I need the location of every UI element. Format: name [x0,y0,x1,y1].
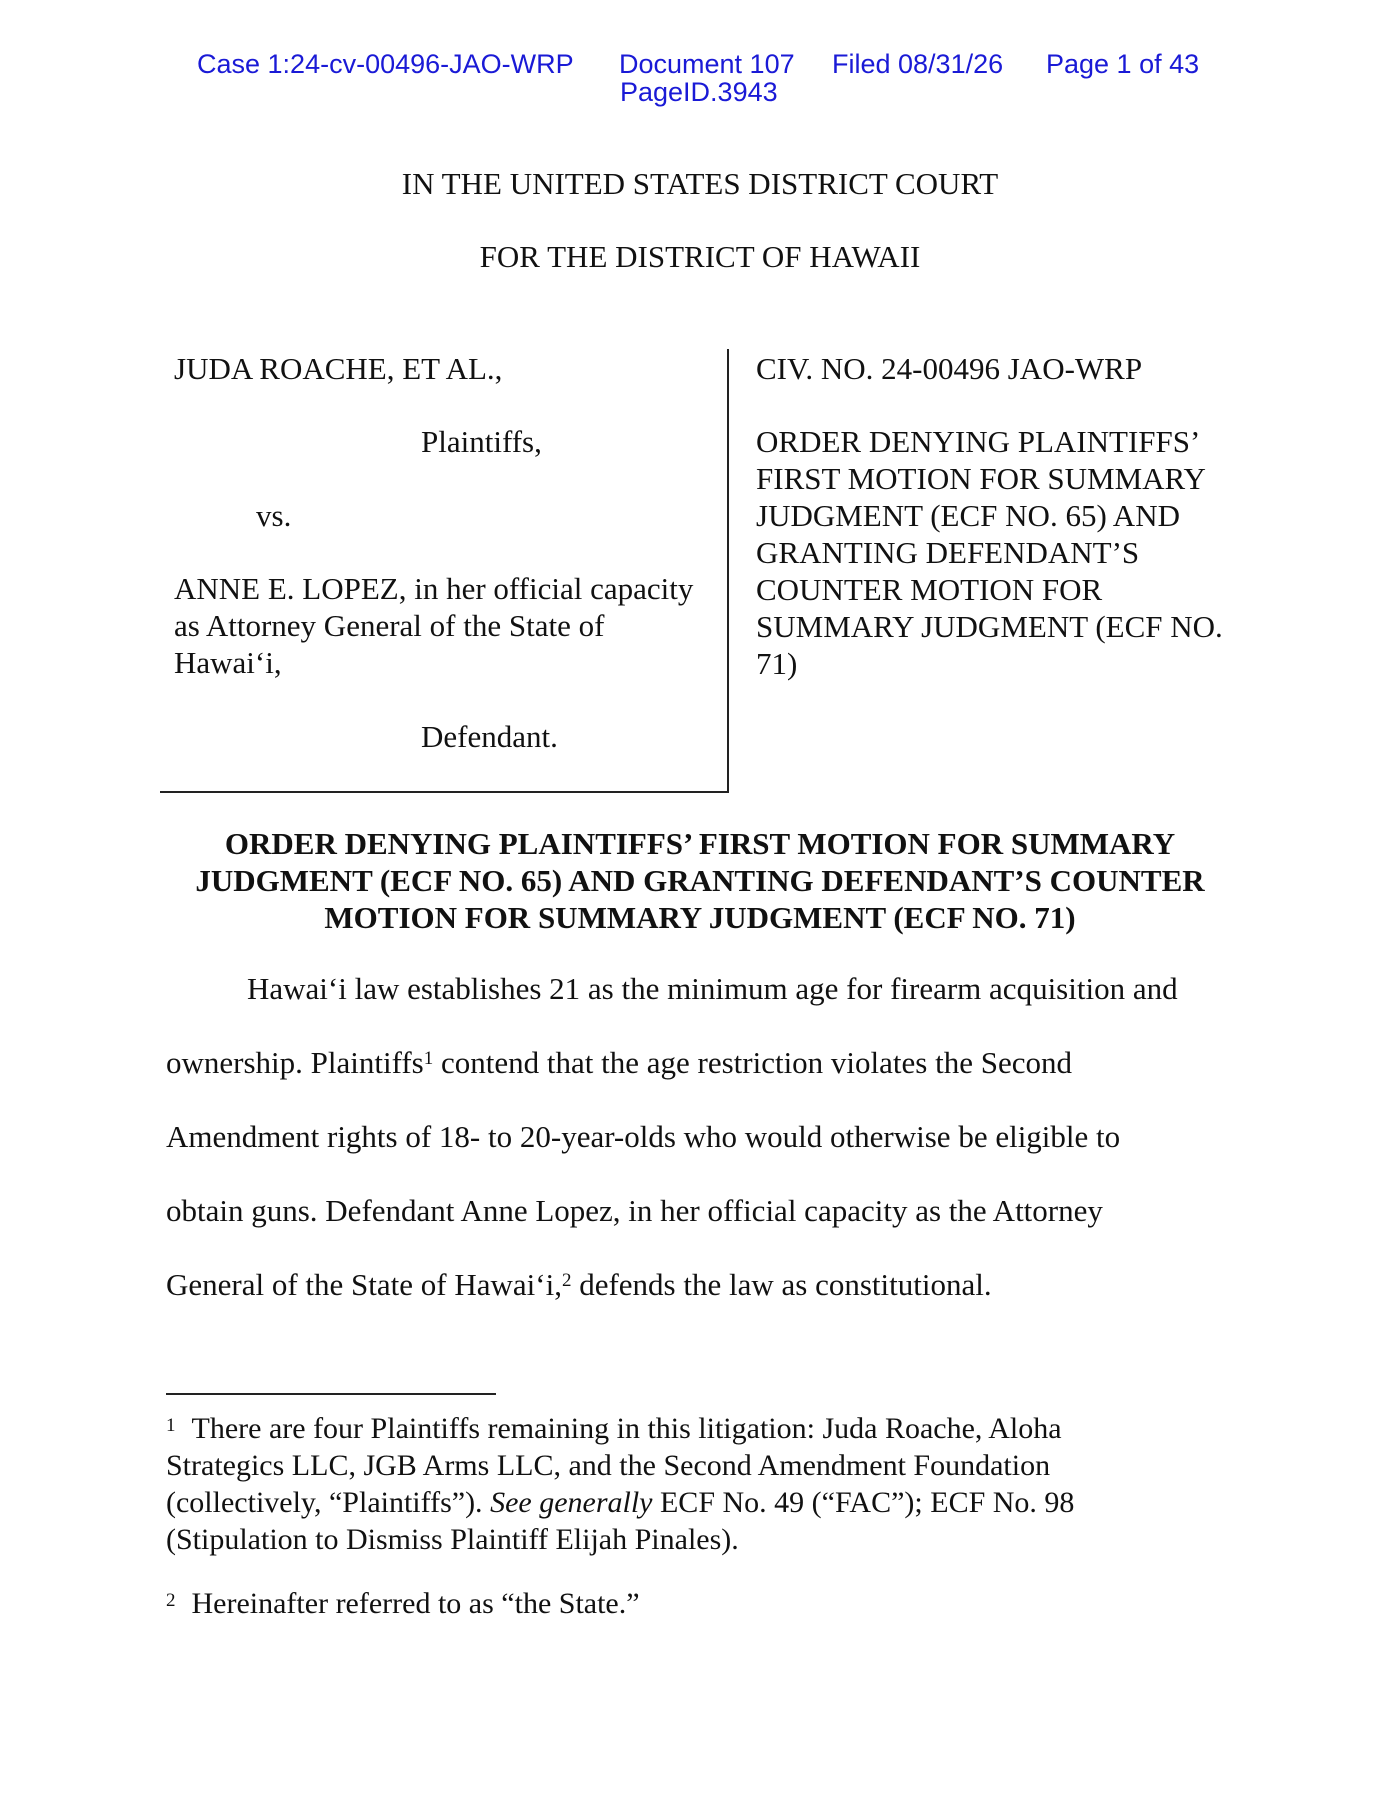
versus: vs. [256,498,292,533]
caption-title-line: ORDER DENYING PLAINTIFFS’ [756,424,1201,459]
caption-title-line: FIRST MOTION FOR SUMMARY [756,461,1206,496]
footnote-mark: 1 [166,1415,176,1436]
caption-title-line: SUMMARY JUDGMENT (ECF NO. [756,609,1223,644]
body-text: defends the law as constitutional. [571,1267,992,1302]
defendant-line: Hawai‘i, [174,645,282,680]
footnote-1-line: (Stipulation to Dismiss Plaintiff Elijah Pinales). [166,1523,739,1556]
footnote-text: ECF No. 49 (“FAC”); ECF No. 98 [652,1486,1075,1519]
plaintiffs-role: Plaintiffs, [421,424,542,459]
footnote-1-line [166,1484,1074,1521]
caption-horizontal-rule [160,791,729,793]
footnote-separator [166,1393,496,1395]
footnote-text: There are four Plaintiffs remaining in this litigation: Juda Roache, Aloha [191,1412,1062,1445]
order-title-line: ORDER DENYING PLAINTIFFS’ FIRST MOTION FOR SUMMARY [224,826,1176,861]
document-number: Document 107 [619,49,795,79]
court-district: FOR THE DISTRICT OF HAWAII [479,239,921,274]
order-title-line: JUDGMENT (ECF NO. 65) AND GRANTING DEFENDANT’S COUNTER [195,863,1205,898]
caption-title-line: GRANTING DEFENDANT’S [756,535,1140,570]
filed-date: Filed 08/31/26 [832,49,1004,79]
caption-title-line: 71) [756,646,798,681]
plaintiffs-name: JUDA ROACHE, ET AL., [174,351,503,386]
footnote-text: (collectively, “Plaintiffs”). [166,1486,491,1519]
body-line: obtain guns. Defendant Anne Lopez, in her official capacity as the Attorney [166,1193,1103,1228]
footnote-2 [166,1585,640,1622]
order-title-line: MOTION FOR SUMMARY JUDGMENT (ECF NO. 71) [324,900,1076,935]
body-line [166,1044,1072,1081]
caption-title-line: JUDGMENT (ECF NO. 65) AND [756,498,1180,533]
page-count: Page 1 of 43 [1046,49,1200,79]
footnote-ref-1[interactable]: 1 [423,1048,434,1069]
body-line: Hawai‘i law establishes 21 as the minimum age for firearm acquisition and [247,971,1178,1006]
court-name: IN THE UNITED STATES DISTRICT COURT [401,166,999,201]
footnote-signal: See generally [490,1486,653,1519]
footnote-text: Hereinafter referred to as “the State.” [191,1587,640,1620]
footnote-ref-2[interactable]: 2 [561,1270,572,1291]
case-number: Case 1:24-cv-00496-JAO-WRP [197,49,574,79]
body-text: contend that the age restriction violates the Second [433,1045,1072,1080]
footnote-1-line: Strategics LLC, JGB Arms LLC, and the Second Amendment Foundation [166,1449,1051,1482]
defendant-line: ANNE E. LOPEZ, in her official capacity [174,571,694,606]
caption-vertical-rule [727,349,729,792]
body-line: Amendment rights of 18- to 20-year-olds who would otherwise be eligible to [166,1119,1121,1154]
footnote-mark: 2 [166,1590,176,1611]
civil-number: CIV. NO. 24-00496 JAO-WRP [756,351,1143,386]
defendant-role: Defendant. [421,719,558,754]
defendant-line: as Attorney General of the State of [174,608,605,643]
body-text: ownership. Plaintiffs [166,1045,424,1080]
body-line [166,1266,992,1303]
page-id: PageID.3943 [620,77,778,107]
body-text: General of the State of Hawai‘i, [166,1267,562,1302]
footnote-1 [166,1410,1062,1447]
caption-title-line: COUNTER MOTION FOR [756,572,1103,607]
